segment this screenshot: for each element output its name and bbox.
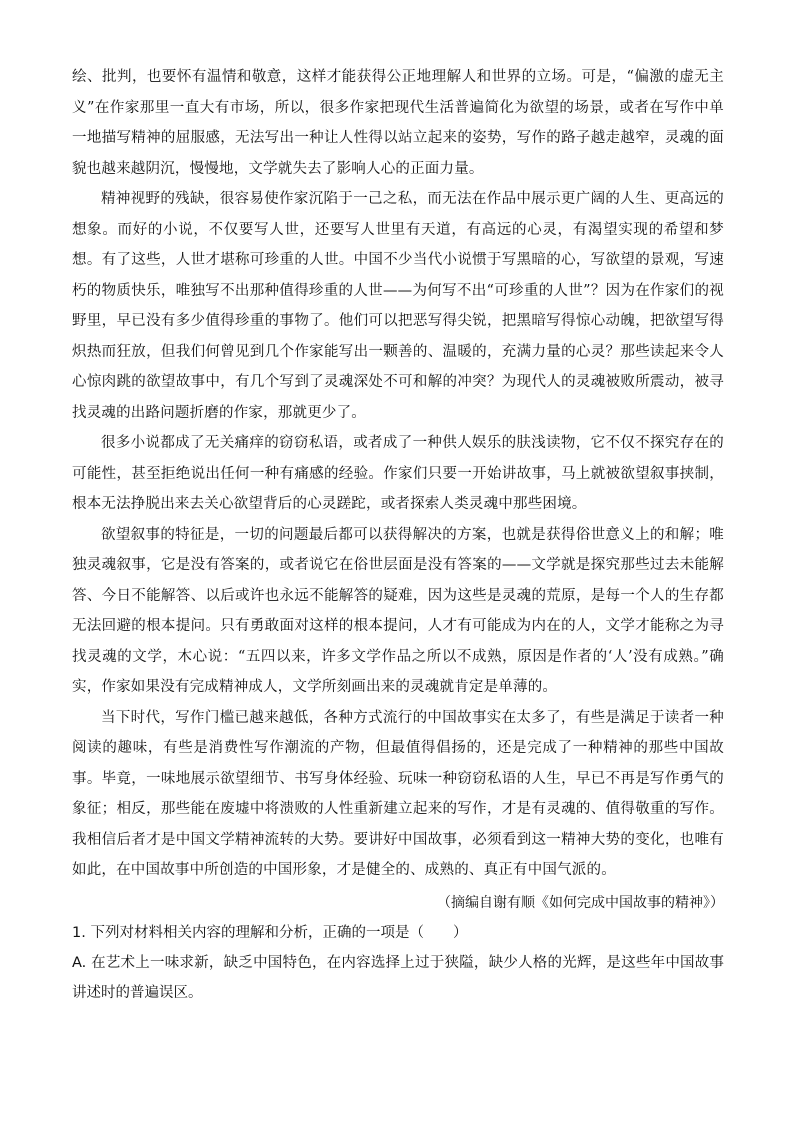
article-paragraph: 很多小说都成了无关痛痒的窃窃私语，或者成了一种供人娱乐的肤浅读物，它不仅不探究存在的可能性，甚至拒绝说出任何一种有痛感的经验。作家们只要一开始讲故事，马上就被欲望叙事挟制，根本无法挣脱出来去关心欲望背后的心灵蹉跎，或者探索人类灵魂中那些困境。 (72, 435, 724, 512)
article-source: （摘编自谢有顺《如何完成中国故事的精神》） (437, 894, 724, 911)
article-paragraph-continued: 绘、批判，也要怀有温情和敬意，这样才能获得公正地理解人和世界的立场。可是，“偏激的虚无主义”在作家那里一直大有市场，所以，很多作家把现代生活普遍简化为欲望的场景，或者在写作中单一地描写精神的屈服感，无法写出一种让人性得以站立起来的姿势，写作的路子越走越窄，灵魂的面貌也越来越阴沉，慢慢地，文学就失去了影响人心的正面力量。 (72, 69, 724, 177)
article-paragraph: 欲望叙事的特征是，一切的问题最后都可以获得解决的方案，也就是获得俗世意义上的和解；唯独灵魂叙事，它是没有答案的，或者说它在俗世层面是没有答案的——文学就是探究那些过去未能解答、今日不能解答、以后或许也永远不能解答的疑难，因为这些是灵魂的荒原，是每一个人的生存都无法回避的根本提问。只有勇敢面对这样的根本提问，人才有可能成为内在的人，文学才能称之为寻找灵魂的文学，木心说：“五四以来，许多文学作品之所以不成熟，原因是作者的‘人’没有成熟。”确实，作家如果没有完成精神成人，文学所刻画出来的灵魂就肯定是单薄的。 (72, 526, 724, 695)
article-paragraph: 精神视野的残缺，很容易使作家沉陷于一己之私，而无法在作品中展示更广阔的人生、更高远的想象。而好的小说，不仅要写人世，还要写人世里有天道，有高远的心灵，有渴望实现的希望和梦想。有了这些，人世才堪称可珍重的人世。中国不少当代小说惯于写黑暗的心，写欲望的景观，写速朽的物质快乐，唯独写不出那种值得珍重的人世——为何写不出“可珍重的人世”？因为在作家们的视野里，早已没有多少值得珍重的事物了。他们可以把恶写得尖锐，把黑暗写得惊心动魄，把欲望写得炽热而狂放，但我们何曾见到几个作家能写出一颗善的、温暖的，充满力量的心灵？那些读起来令人心惊肉跳的欲望故事中，有几个写到了灵魂深处不可和解的冲突？为现代人的灵魂被败所震动，被寻找灵魂的出路问题折磨的作家，那就更少了。 (72, 191, 724, 421)
article-paragraph: 当下时代，写作门槛已越来越低，各种方式流行的中国故事实在太多了，有些是满足于读者一种阅读的趣味，有些是消费性写作潮流的产物，但最值得倡扬的，还是完成了一种精神的那些中国故事。毕竟，一味地展示欲望细节、书写身体经验、玩味一种窃窃私语的人生，早已不再是写作勇气的象征；相反，那些能在废墟中将溃败的人性重新建立起来的写作，才是有灵魂的、值得敬重的写作。我相信后者才是中国文学精神流转的大势。要讲好中国故事，必须看到这一精神大势的变化，也唯有如此，在中国故事中所创造的中国形象，才是健全的、成熟的、真正有中国气派的。 (72, 709, 724, 878)
document-content (72, 62, 724, 1008)
question-stem: 1. 下列对材料相关内容的理解和分析，正确的一项是（ ） (72, 924, 468, 941)
question-option-a: A. 在艺术上一味求新，缺乏中国特色，在内容选择上过于狭隘，缺少人格的光辉，是这些年中国故事讲述时的普遍误区。 (72, 954, 724, 1001)
